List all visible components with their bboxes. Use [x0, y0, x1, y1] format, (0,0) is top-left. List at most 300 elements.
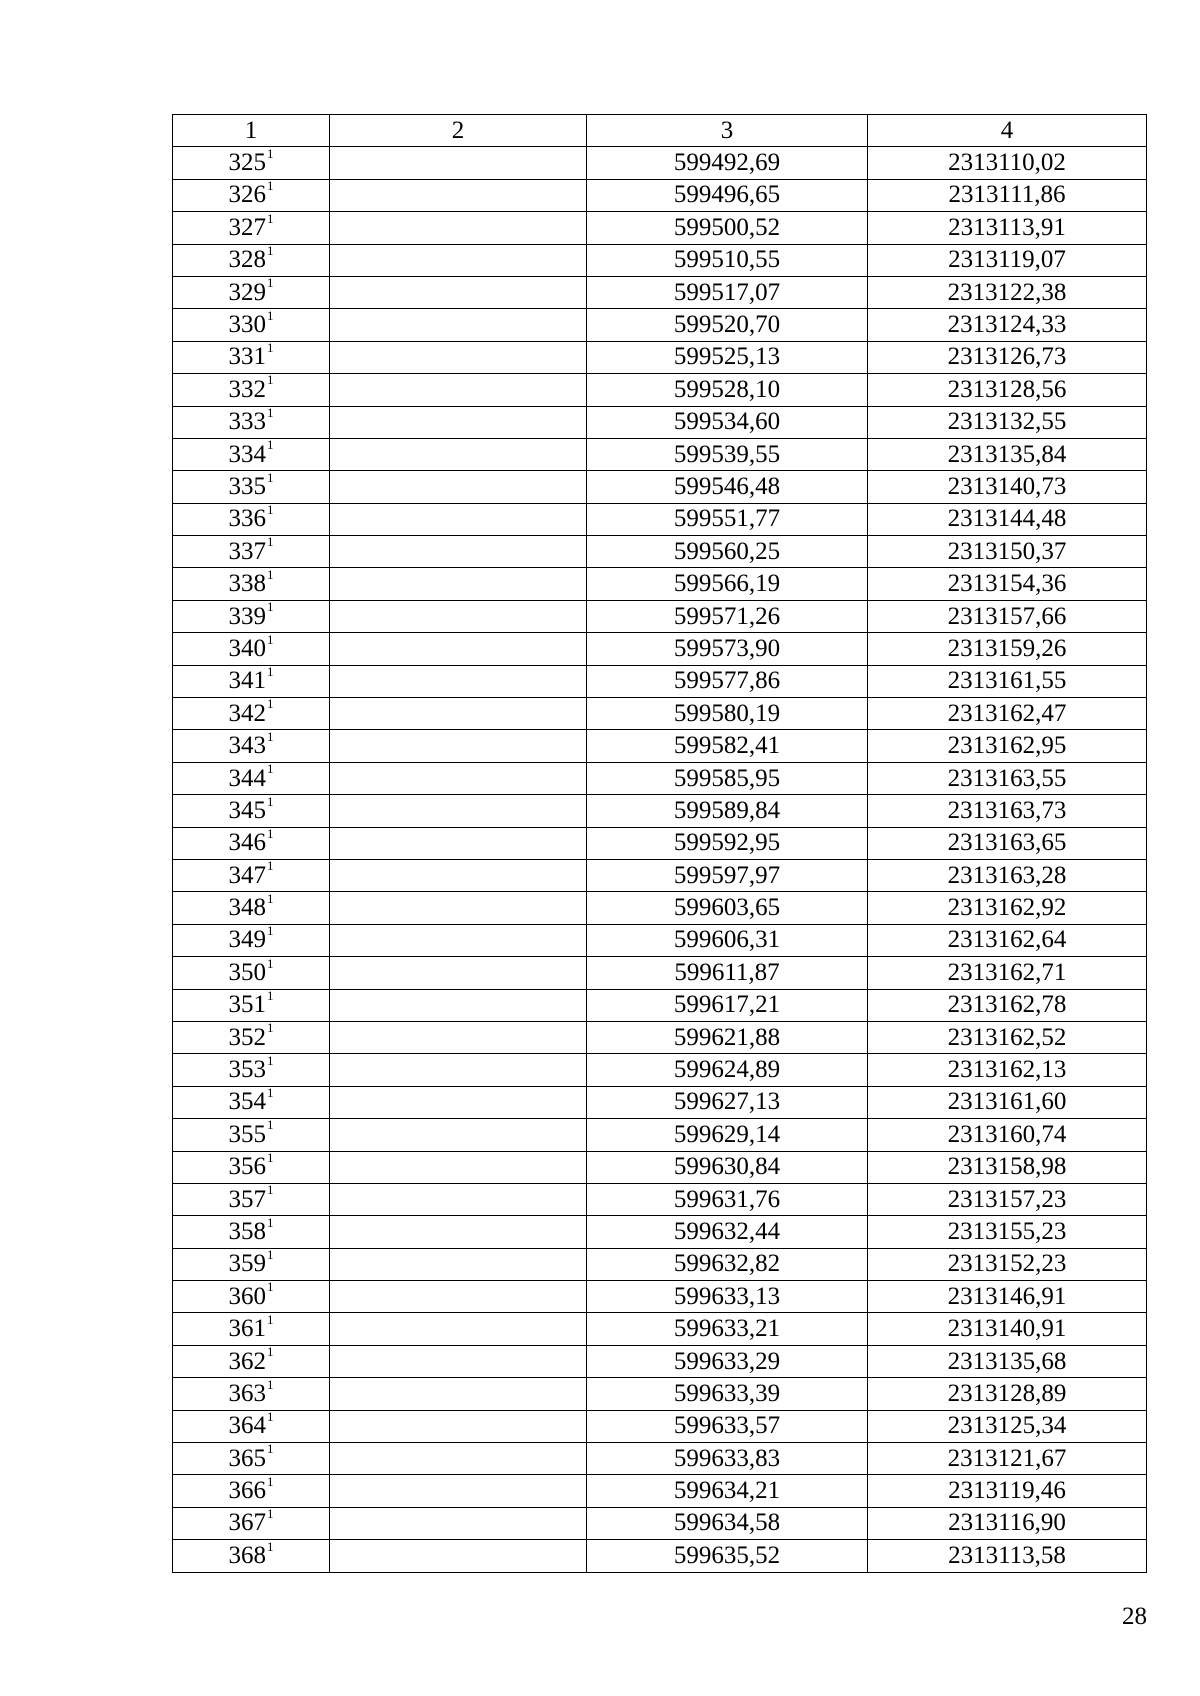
point-number: 367	[228, 1509, 266, 1537]
column-2-cell	[330, 1378, 587, 1410]
point-number: 366	[228, 1477, 266, 1505]
point-number-superscript: 1	[267, 665, 274, 679]
x-coordinate-cell: 599534,60	[587, 406, 868, 438]
table-row	[173, 600, 1147, 632]
point-number: 361	[228, 1315, 266, 1343]
table-row	[173, 1248, 1147, 1280]
point-number-cell	[173, 1183, 330, 1215]
x-coordinate-cell: 599592,95	[587, 827, 868, 859]
point-number: 340	[228, 634, 266, 662]
point-number-cell	[173, 1054, 330, 1086]
y-coordinate-cell: 2313162,52	[868, 1021, 1147, 1053]
y-coordinate-cell: 2313162,64	[868, 924, 1147, 956]
point-number-cell	[173, 1119, 330, 1151]
column-2-cell	[330, 1540, 587, 1572]
point-number: 346	[228, 829, 266, 857]
point-number: 336	[228, 505, 266, 533]
y-coordinate-cell: 2313122,38	[868, 276, 1147, 308]
point-number: 357	[228, 1185, 266, 1213]
x-coordinate-cell: 599633,13	[587, 1281, 868, 1313]
point-number: 355	[228, 1120, 266, 1148]
table-row	[173, 536, 1147, 568]
point-number-superscript: 1	[267, 1507, 274, 1522]
point-number-cell	[173, 762, 330, 794]
table-row	[173, 1313, 1147, 1345]
point-number: 343	[228, 732, 266, 760]
y-coordinate-cell: 2313135,68	[868, 1345, 1147, 1377]
point-number-superscript: 1	[267, 1474, 274, 1489]
point-number: 334	[228, 440, 266, 468]
point-number-cell	[173, 1475, 330, 1507]
table-row	[173, 989, 1147, 1021]
point-number-superscript: 1	[267, 1345, 274, 1360]
point-number: 358	[228, 1217, 266, 1245]
point-number: 347	[228, 861, 266, 889]
x-coordinate-cell: 599510,55	[587, 244, 868, 276]
point-number-superscript: 1	[267, 1215, 274, 1230]
point-number-superscript: 1	[267, 1312, 274, 1327]
x-coordinate-cell: 599627,13	[587, 1086, 868, 1118]
x-coordinate-cell: 599496,65	[587, 179, 868, 211]
point-number-cell	[173, 633, 330, 665]
y-coordinate-cell: 2313162,95	[868, 730, 1147, 762]
column-2-cell	[330, 1313, 587, 1345]
column-2-cell	[330, 1443, 587, 1475]
table-row	[173, 1119, 1147, 1151]
y-coordinate-cell: 2313140,73	[868, 471, 1147, 503]
point-number-superscript: 1	[267, 276, 274, 291]
y-coordinate-cell: 2313128,89	[868, 1378, 1147, 1410]
x-coordinate-cell: 599632,82	[587, 1248, 868, 1280]
table-row	[173, 244, 1147, 276]
point-number-superscript: 1	[267, 1021, 274, 1036]
y-coordinate-cell: 2313126,73	[868, 341, 1147, 373]
point-number-cell	[173, 276, 330, 308]
point-number: 341	[228, 667, 266, 695]
y-coordinate-cell: 2313159,26	[868, 633, 1147, 665]
column-2-cell	[330, 892, 587, 924]
point-number-cell	[173, 471, 330, 503]
column-2-cell	[330, 1151, 587, 1183]
point-number-cell	[173, 1281, 330, 1313]
point-number-cell	[173, 795, 330, 827]
table-row	[173, 471, 1147, 503]
x-coordinate-cell: 599525,13	[587, 341, 868, 373]
column-2-cell	[330, 762, 587, 794]
point-number-superscript: 1	[267, 1053, 274, 1068]
point-number: 330	[228, 311, 266, 339]
table-row	[173, 1216, 1147, 1248]
y-coordinate-cell: 2313128,56	[868, 374, 1147, 406]
table-row	[173, 1151, 1147, 1183]
table-row	[173, 892, 1147, 924]
table-row	[173, 568, 1147, 600]
point-number-superscript: 1	[267, 146, 274, 161]
point-number-superscript: 1	[267, 1118, 274, 1133]
point-number-superscript: 1	[267, 470, 274, 485]
x-coordinate-cell: 599629,14	[587, 1119, 868, 1151]
x-coordinate-cell: 599589,84	[587, 795, 868, 827]
x-coordinate-cell: 599585,95	[587, 762, 868, 794]
y-coordinate-cell: 2313155,23	[868, 1216, 1147, 1248]
point-number-superscript: 1	[267, 794, 274, 809]
column-2-cell	[330, 471, 587, 503]
column-2-cell	[330, 665, 587, 697]
column-2-cell	[330, 1021, 587, 1053]
header-cell-2: 2	[330, 115, 587, 147]
point-number-cell	[173, 600, 330, 632]
column-2-cell	[330, 924, 587, 956]
table-row	[173, 1345, 1147, 1377]
point-number-superscript: 1	[267, 956, 274, 971]
point-number: 348	[228, 894, 266, 922]
column-2-cell	[330, 957, 587, 989]
table-row	[173, 698, 1147, 730]
y-coordinate-cell: 2313163,65	[868, 827, 1147, 859]
y-coordinate-cell: 2313163,28	[868, 859, 1147, 891]
point-number-cell	[173, 1021, 330, 1053]
point-number: 350	[228, 958, 266, 986]
page-number: 28	[1122, 1603, 1147, 1630]
point-number-superscript: 1	[267, 924, 274, 939]
point-number-cell	[173, 1345, 330, 1377]
y-coordinate-cell: 2313152,23	[868, 1248, 1147, 1280]
x-coordinate-cell: 599630,84	[587, 1151, 868, 1183]
point-number-superscript: 1	[267, 1377, 274, 1392]
point-number-cell	[173, 1410, 330, 1442]
point-number-cell	[173, 665, 330, 697]
point-number: 345	[228, 796, 266, 824]
x-coordinate-cell: 599634,21	[587, 1475, 868, 1507]
table-row	[173, 1086, 1147, 1118]
table-row	[173, 1183, 1147, 1215]
point-number: 331	[228, 343, 266, 371]
point-number: 342	[228, 699, 266, 727]
x-coordinate-cell: 599560,25	[587, 536, 868, 568]
x-coordinate-cell: 599571,26	[587, 600, 868, 632]
table-row	[173, 730, 1147, 762]
point-number: 339	[228, 602, 266, 630]
point-number: 349	[228, 926, 266, 954]
point-number-superscript: 1	[267, 891, 274, 906]
point-number-cell	[173, 309, 330, 341]
point-number-cell	[173, 989, 330, 1021]
point-number-cell	[173, 1248, 330, 1280]
x-coordinate-cell: 599633,83	[587, 1443, 868, 1475]
y-coordinate-cell: 2313111,86	[868, 179, 1147, 211]
column-2-cell	[330, 600, 587, 632]
point-number-cell	[173, 1216, 330, 1248]
point-number-superscript: 1	[267, 1280, 274, 1295]
y-coordinate-cell: 2313121,67	[868, 1443, 1147, 1475]
column-2-cell	[330, 1410, 587, 1442]
table-row	[173, 341, 1147, 373]
point-number-cell	[173, 406, 330, 438]
table-row	[173, 924, 1147, 956]
point-number-cell	[173, 1443, 330, 1475]
table-row	[173, 374, 1147, 406]
y-coordinate-cell: 2313116,90	[868, 1507, 1147, 1539]
y-coordinate-cell: 2313135,84	[868, 438, 1147, 470]
x-coordinate-cell: 599492,69	[587, 147, 868, 179]
point-number: 351	[228, 991, 266, 1019]
y-coordinate-cell: 2313162,92	[868, 892, 1147, 924]
table-row	[173, 957, 1147, 989]
y-coordinate-cell: 2313113,58	[868, 1540, 1147, 1572]
table-row	[173, 1475, 1147, 1507]
table-row	[173, 795, 1147, 827]
column-2-cell	[330, 503, 587, 535]
y-coordinate-cell: 2313124,33	[868, 309, 1147, 341]
point-number: 332	[228, 375, 266, 403]
point-number-cell	[173, 924, 330, 956]
x-coordinate-cell: 599634,58	[587, 1507, 868, 1539]
column-2-cell	[330, 309, 587, 341]
x-coordinate-cell: 599517,07	[587, 276, 868, 308]
column-2-cell	[330, 1119, 587, 1151]
y-coordinate-cell: 2313150,37	[868, 536, 1147, 568]
point-number-cell	[173, 244, 330, 276]
column-2-cell	[330, 633, 587, 665]
point-number-cell	[173, 1086, 330, 1118]
column-2-cell	[330, 1054, 587, 1086]
y-coordinate-cell: 2313140,91	[868, 1313, 1147, 1345]
point-number-cell	[173, 1313, 330, 1345]
point-number: 353	[228, 1056, 266, 1084]
point-number-superscript: 1	[267, 697, 274, 712]
x-coordinate-cell: 599632,44	[587, 1216, 868, 1248]
point-number-superscript: 1	[267, 762, 274, 777]
point-number: 363	[228, 1379, 266, 1407]
point-number: 329	[228, 278, 266, 306]
column-2-cell	[330, 568, 587, 600]
column-2-cell	[330, 212, 587, 244]
y-coordinate-cell: 2313132,55	[868, 406, 1147, 438]
table-row	[173, 503, 1147, 535]
table-row	[173, 212, 1147, 244]
table-row	[173, 1540, 1147, 1572]
point-number-cell	[173, 892, 330, 924]
point-number-superscript: 1	[267, 729, 274, 744]
x-coordinate-cell: 599633,29	[587, 1345, 868, 1377]
column-2-cell	[330, 1345, 587, 1377]
x-coordinate-cell: 599520,70	[587, 309, 868, 341]
column-2-cell	[330, 1475, 587, 1507]
column-2-cell	[330, 276, 587, 308]
table-header-row	[173, 115, 1147, 147]
table-row	[173, 438, 1147, 470]
x-coordinate-cell: 599500,52	[587, 212, 868, 244]
point-number-superscript: 1	[267, 341, 274, 356]
y-coordinate-cell: 2313113,91	[868, 212, 1147, 244]
x-coordinate-cell: 599551,77	[587, 503, 868, 535]
point-number-cell	[173, 568, 330, 600]
point-number: 354	[228, 1088, 266, 1116]
x-coordinate-cell: 599577,86	[587, 665, 868, 697]
point-number-superscript: 1	[267, 211, 274, 226]
point-number: 368	[228, 1541, 266, 1569]
x-coordinate-cell: 599633,57	[587, 1410, 868, 1442]
table-row	[173, 827, 1147, 859]
point-number: 360	[228, 1282, 266, 1310]
x-coordinate-cell: 599621,88	[587, 1021, 868, 1053]
point-number-superscript: 1	[267, 535, 274, 550]
y-coordinate-cell: 2313161,55	[868, 665, 1147, 697]
point-number-cell	[173, 438, 330, 470]
point-number: 327	[228, 213, 266, 241]
point-number: 364	[228, 1412, 266, 1440]
point-number-cell	[173, 827, 330, 859]
point-number: 333	[228, 408, 266, 436]
table-row	[173, 762, 1147, 794]
x-coordinate-cell: 599617,21	[587, 989, 868, 1021]
x-coordinate-cell: 599633,39	[587, 1378, 868, 1410]
y-coordinate-cell: 2313162,71	[868, 957, 1147, 989]
point-number: 335	[228, 472, 266, 500]
point-number: 325	[228, 149, 266, 177]
table-row	[173, 859, 1147, 891]
point-number: 359	[228, 1250, 266, 1278]
point-number-superscript: 1	[267, 1183, 274, 1198]
column-2-cell	[330, 536, 587, 568]
point-number-cell	[173, 179, 330, 211]
point-number-superscript: 1	[267, 1151, 274, 1165]
column-2-cell	[330, 374, 587, 406]
x-coordinate-cell: 599546,48	[587, 471, 868, 503]
table-row	[173, 406, 1147, 438]
y-coordinate-cell: 2313146,91	[868, 1281, 1147, 1313]
x-coordinate-cell: 599635,52	[587, 1540, 868, 1572]
x-coordinate-cell: 599633,21	[587, 1313, 868, 1345]
column-2-cell	[330, 1086, 587, 1118]
point-number-cell	[173, 212, 330, 244]
y-coordinate-cell: 2313162,78	[868, 989, 1147, 1021]
y-coordinate-cell: 2313160,74	[868, 1119, 1147, 1151]
point-number-superscript: 1	[267, 632, 274, 647]
table-body	[173, 115, 1147, 1573]
point-number-superscript: 1	[267, 600, 274, 615]
point-number-cell	[173, 503, 330, 535]
column-2-cell	[330, 859, 587, 891]
x-coordinate-cell: 599580,19	[587, 698, 868, 730]
column-2-cell	[330, 1216, 587, 1248]
point-number: 328	[228, 246, 266, 274]
column-2-cell	[330, 179, 587, 211]
column-2-cell	[330, 1281, 587, 1313]
point-number-cell	[173, 1540, 330, 1572]
point-number: 338	[228, 570, 266, 598]
point-number-cell	[173, 536, 330, 568]
y-coordinate-cell: 2313157,23	[868, 1183, 1147, 1215]
point-number-superscript: 1	[267, 373, 274, 388]
y-coordinate-cell: 2313162,13	[868, 1054, 1147, 1086]
table-row	[173, 1507, 1147, 1539]
y-coordinate-cell: 2313144,48	[868, 503, 1147, 535]
point-number: 326	[228, 181, 266, 209]
column-2-cell	[330, 406, 587, 438]
point-number-cell	[173, 957, 330, 989]
column-2-cell	[330, 1183, 587, 1215]
y-coordinate-cell: 2313119,46	[868, 1475, 1147, 1507]
point-number-superscript: 1	[267, 1442, 274, 1457]
point-number-superscript: 1	[267, 438, 274, 453]
point-number-superscript: 1	[267, 179, 274, 194]
y-coordinate-cell: 2313119,07	[868, 244, 1147, 276]
x-coordinate-cell: 599566,19	[587, 568, 868, 600]
point-number-superscript: 1	[267, 503, 274, 518]
point-number-cell	[173, 341, 330, 373]
y-coordinate-cell: 2313162,47	[868, 698, 1147, 730]
point-number-cell	[173, 730, 330, 762]
x-coordinate-cell: 599539,55	[587, 438, 868, 470]
x-coordinate-cell: 599573,90	[587, 633, 868, 665]
point-number-superscript: 1	[267, 406, 274, 420]
column-2-cell	[330, 795, 587, 827]
x-coordinate-cell: 599597,97	[587, 859, 868, 891]
column-2-cell	[330, 1507, 587, 1539]
point-number-superscript: 1	[267, 827, 274, 841]
point-number-superscript: 1	[267, 989, 274, 1003]
point-number: 356	[228, 1153, 266, 1181]
point-number-cell	[173, 147, 330, 179]
table-row	[173, 665, 1147, 697]
point-number-superscript: 1	[267, 859, 274, 874]
point-number: 365	[228, 1444, 266, 1472]
point-number-superscript: 1	[267, 1086, 274, 1101]
header-cell-3: 3	[587, 115, 868, 147]
column-2-cell	[330, 244, 587, 276]
table-row	[173, 147, 1147, 179]
x-coordinate-cell: 599603,65	[587, 892, 868, 924]
table-row	[173, 179, 1147, 211]
table-row	[173, 1021, 1147, 1053]
point-number-superscript: 1	[267, 244, 274, 258]
point-number-superscript: 1	[267, 1539, 274, 1554]
point-number-cell	[173, 1507, 330, 1539]
column-2-cell	[330, 989, 587, 1021]
x-coordinate-cell: 599611,87	[587, 957, 868, 989]
column-2-cell	[330, 730, 587, 762]
column-2-cell	[330, 827, 587, 859]
point-number-superscript: 1	[267, 1410, 274, 1424]
y-coordinate-cell: 2313161,60	[868, 1086, 1147, 1118]
point-number-cell	[173, 374, 330, 406]
y-coordinate-cell: 2313110,02	[868, 147, 1147, 179]
column-2-cell	[330, 341, 587, 373]
point-number: 362	[228, 1347, 266, 1375]
column-2-cell	[330, 1248, 587, 1280]
point-number-cell	[173, 859, 330, 891]
table-row	[173, 633, 1147, 665]
y-coordinate-cell: 2313158,98	[868, 1151, 1147, 1183]
column-2-cell	[330, 147, 587, 179]
table-row	[173, 276, 1147, 308]
table-row	[173, 1054, 1147, 1086]
x-coordinate-cell: 599582,41	[587, 730, 868, 762]
y-coordinate-cell: 2313125,34	[868, 1410, 1147, 1442]
x-coordinate-cell: 599624,89	[587, 1054, 868, 1086]
x-coordinate-cell: 599631,76	[587, 1183, 868, 1215]
table-row	[173, 309, 1147, 341]
header-cell-4: 4	[868, 115, 1147, 147]
column-2-cell	[330, 698, 587, 730]
table-row	[173, 1443, 1147, 1475]
y-coordinate-cell: 2313163,55	[868, 762, 1147, 794]
point-number-superscript: 1	[267, 308, 274, 323]
y-coordinate-cell: 2313157,66	[868, 600, 1147, 632]
coordinates-table	[172, 114, 1147, 1573]
table-row	[173, 1281, 1147, 1313]
